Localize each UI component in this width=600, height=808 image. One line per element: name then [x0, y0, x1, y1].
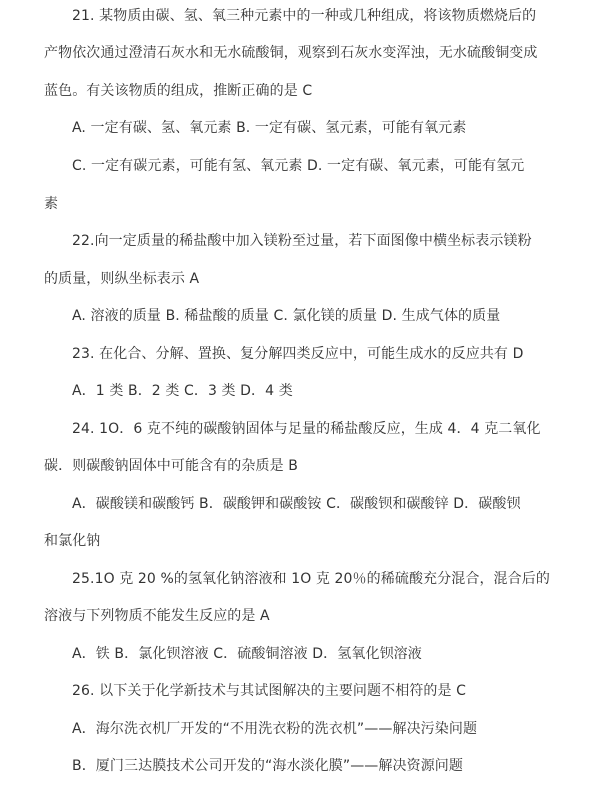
q23-options-line: A．1 类 B．2 类 C．3 类 D．4 类: [72, 383, 293, 399]
q25-options-line: A．铁 B．氯化钡溶液 C．硫酸铜溶液 D．氢氧化钡溶液: [72, 646, 422, 662]
q21-stem-line-3: 蓝色。有关该物质的组成，推断正确的是 C: [44, 83, 313, 99]
q24-options-line-1: A．碳酸镁和碳酸钙 B．碳酸钾和碳酸铵 C．碳酸钡和碳酸锌 D．碳酸钡: [72, 496, 521, 512]
q21-options-line-1: A. 一定有碳、氢、氧元素 B. 一定有碳、氢元素，可能有氧元素: [72, 120, 467, 136]
q24-options-line-2: 和氯化钠: [44, 533, 101, 549]
q25-stem-line-1: 25.1O 克 20 %的氢氧化钠溶液和 1O 克 20％的稀硫酸充分混合，混合后的: [72, 571, 550, 587]
q22-stem-line-2: 的质量，则纵坐标表示 A: [44, 271, 200, 287]
q22-stem-line-1: 22.向一定质量的稀盐酸中加入镁粉至过量，若下面图像中横坐标表示镁粉: [72, 233, 532, 249]
q21-options-line-2: C. 一定有碳元素，可能有氢、氧元素 D. 一定有碳、氧元素，可能有氢元: [72, 158, 525, 174]
q26-option-a-line: A．海尔洗衣机厂开发的“不用洗衣粉的洗衣机”——解决污染问题: [72, 721, 478, 737]
q24-stem-line-2: 碳．则碳酸钠固体中可能含有的杂质是 B: [44, 458, 298, 474]
q21-stem-line-2: 产物依次通过澄清石灰水和无水硫酸铜，观察到石灰水变浑浊，无水硫酸铜变成: [44, 45, 538, 61]
q26-stem-line: 26. 以下关于化学新技术与其试图解决的主要问题不相符的是 C: [72, 683, 467, 699]
q21-stem-line-1: 21. 某物质由碳、氢、氧三种元素中的一种或几种组成，将该物质燃烧后的: [72, 8, 537, 24]
q21-options-line-3: 素: [44, 196, 59, 212]
q26-option-b-line: B．厦门三达膜技术公司开发的“海水淡化膜”——解决资源问题: [72, 758, 464, 774]
q23-stem-line: 23. 在化合、分解、置换、复分解四类反应中，可能生成水的反应共有 D: [72, 346, 524, 362]
q25-stem-line-2: 溶液与下列物质不能发生反应的是 A: [44, 608, 270, 624]
q22-options-line: A. 溶液的质量 B. 稀盐酸的质量 C. 氯化镁的质量 D. 生成气体的质量: [72, 308, 501, 324]
q24-stem-line-1: 24. 1O．6 克不纯的碳酸钠固体与足量的稀盐酸反应，生成 4．4 克二氧化: [72, 421, 541, 437]
